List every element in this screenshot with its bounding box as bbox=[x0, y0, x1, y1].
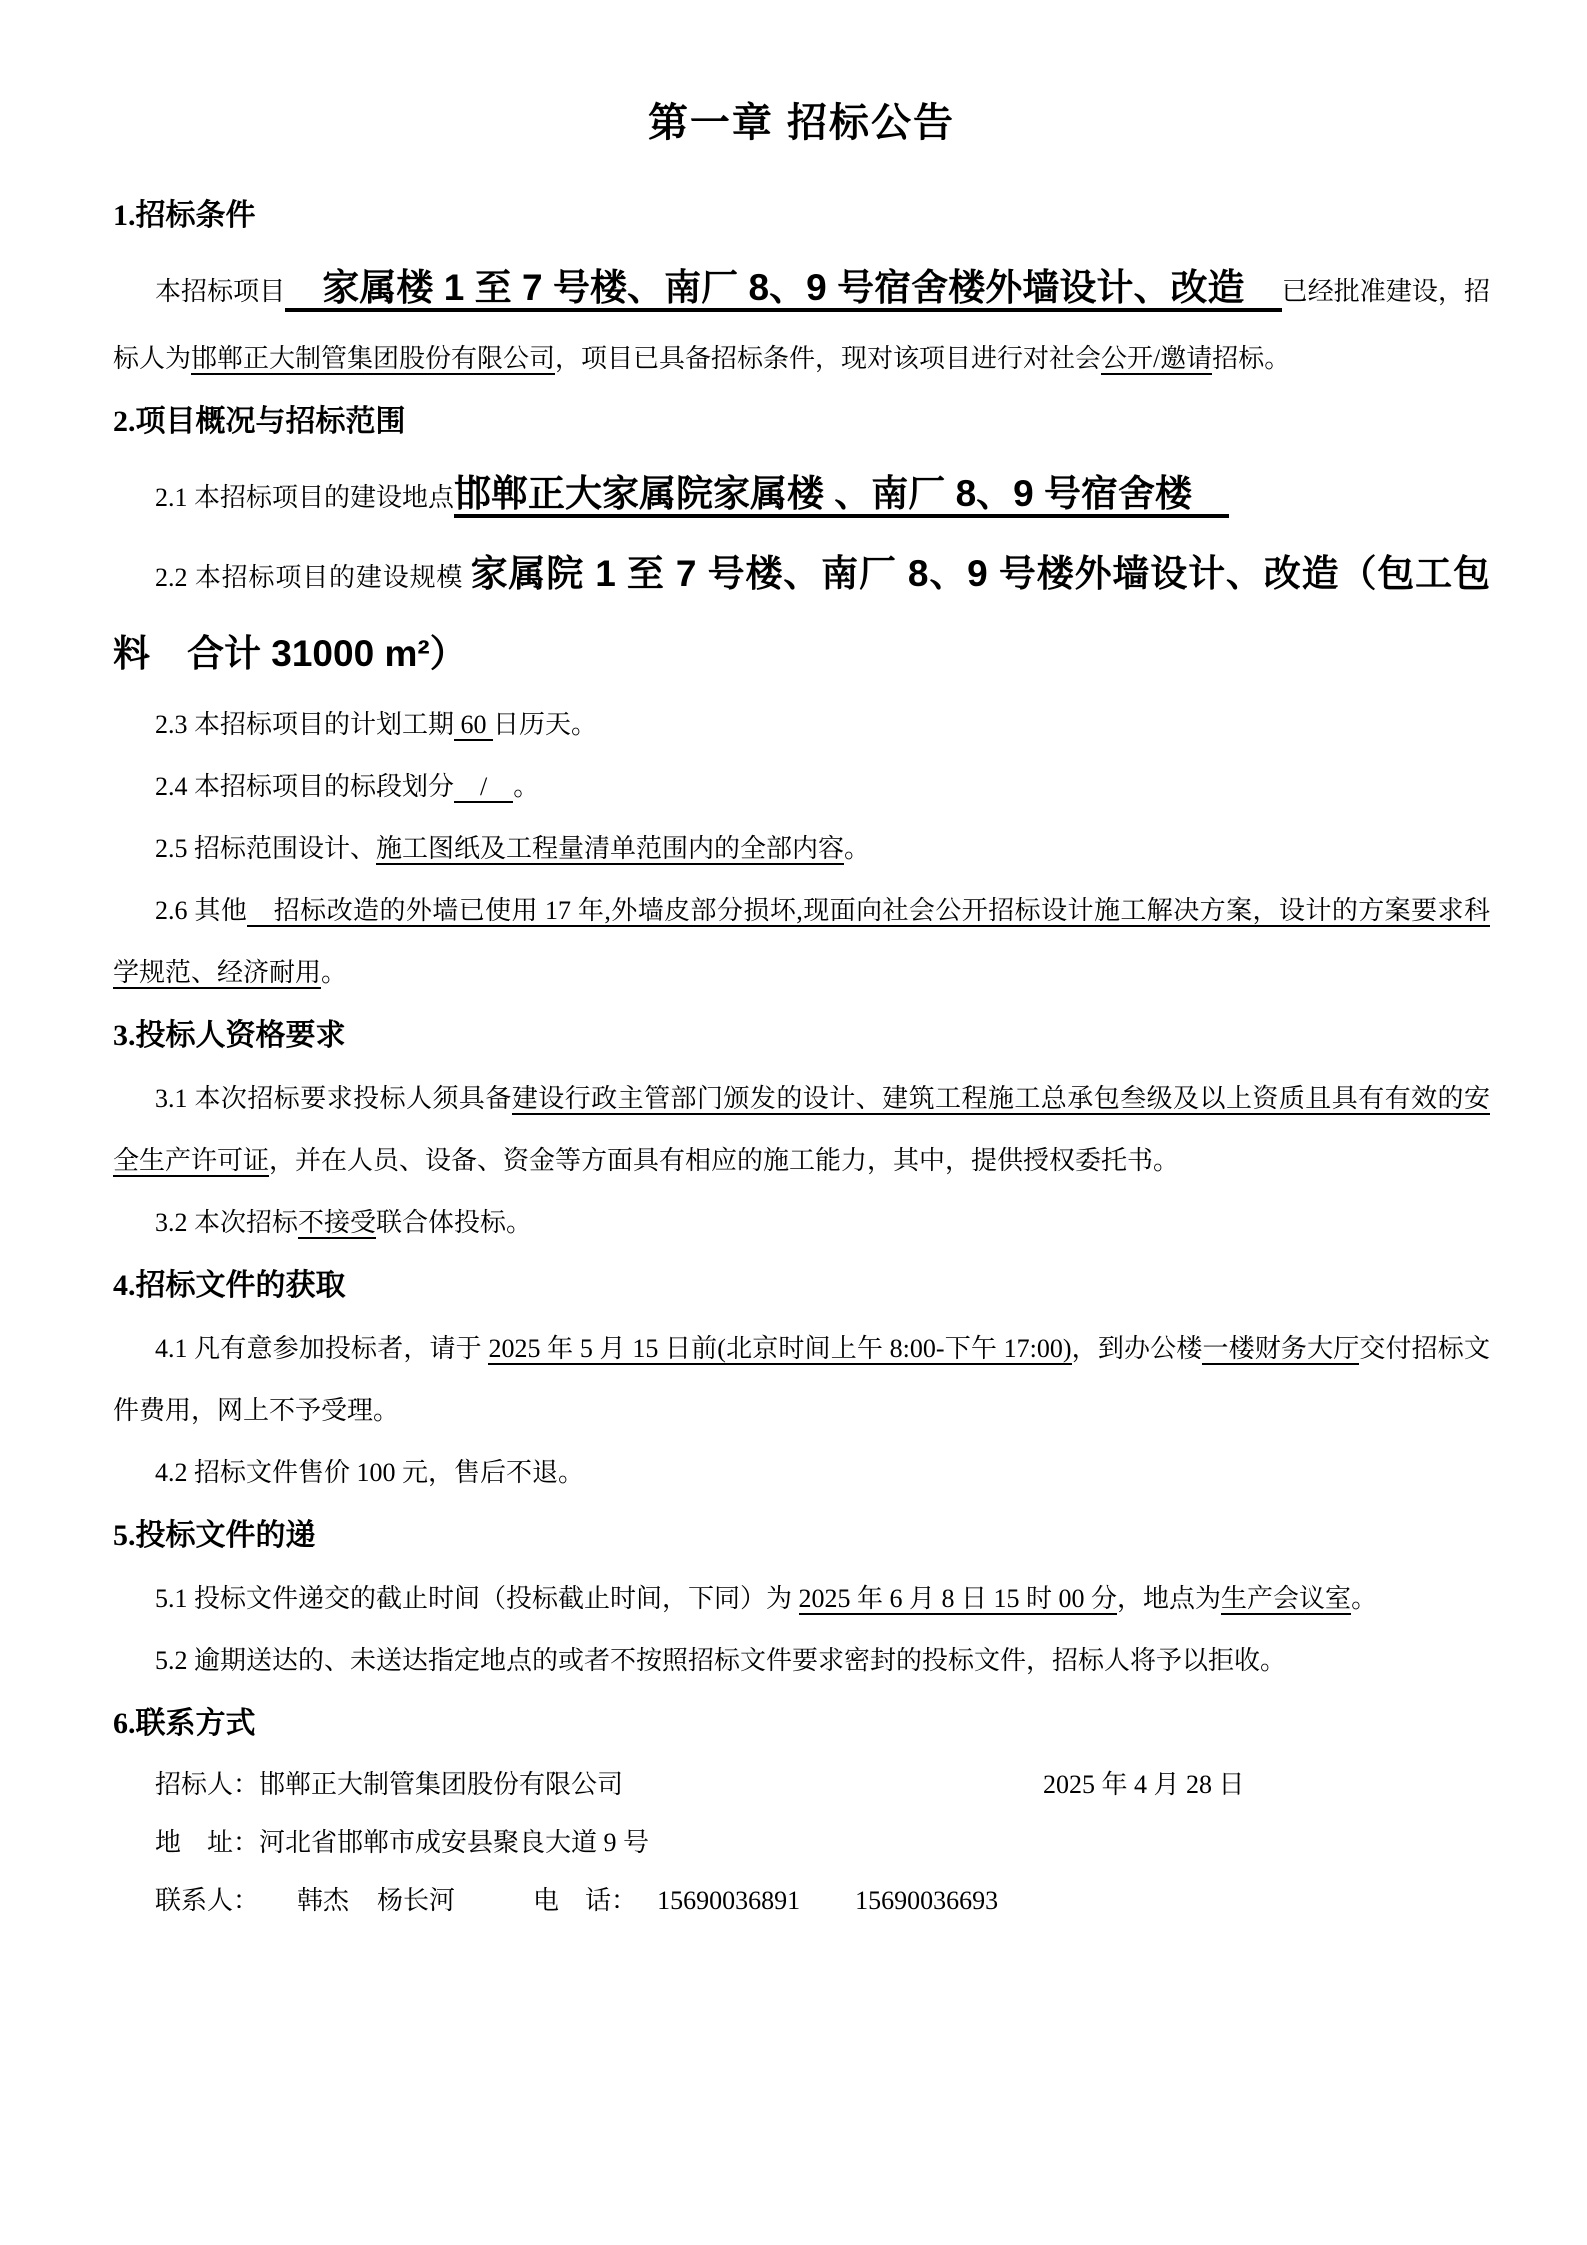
text-segment: 2.4 本招标项目的标段划分 bbox=[155, 772, 455, 801]
text-segment: 2.5 招标范围设计、 bbox=[155, 834, 377, 863]
paragraph-2-5-scope bbox=[113, 818, 1490, 880]
not-accept-underlined: 不接受 bbox=[298, 1208, 377, 1237]
text-segment: ，地点为 bbox=[1117, 1584, 1222, 1613]
paragraph-4-1-obtain bbox=[113, 1318, 1490, 1442]
paragraph-2-3-duration bbox=[113, 694, 1490, 756]
text-segment: 4.2 招标文件售价 100 元，售后不退。 bbox=[155, 1458, 585, 1487]
paragraph-tender-conditions bbox=[113, 248, 1490, 390]
text-segment: 4.1 凡有意参加投标者，请于 bbox=[155, 1334, 489, 1363]
text-segment: 。 bbox=[844, 834, 871, 863]
section-division-underlined: / bbox=[454, 772, 514, 801]
scope-underlined: 施工图纸及工程量清单范围内的全部内容 bbox=[376, 834, 845, 863]
paragraph-2-1-location bbox=[113, 454, 1490, 534]
bidder-label-and-name: 招标人：邯郸正大制管集团股份有限公司 bbox=[155, 1770, 624, 1799]
text-segment: 5.2 逾期送达的、未送达指定地点的或者不按照招标文件要求密封的投标文件，招标人将予以拒收。 bbox=[155, 1646, 1287, 1675]
paragraph-4-2-price bbox=[113, 1442, 1490, 1504]
phone-number-2: 15690036693 bbox=[855, 1886, 999, 1915]
contact-persons-line bbox=[113, 1872, 1490, 1930]
text-segment: 5.1 投标文件递交的截止时间（投标截止时间，下同）为 bbox=[155, 1584, 799, 1613]
phone-label: 电 话： bbox=[533, 1886, 638, 1915]
text-segment: ，到办公楼 bbox=[1071, 1334, 1203, 1363]
text-segment: 联合体投标。 bbox=[376, 1208, 533, 1237]
paragraph-3-2-consortium bbox=[113, 1192, 1490, 1254]
paragraph-5-2-rejection bbox=[113, 1630, 1490, 1692]
text-segment: ，项目已具备招标条件，现对该项目进行对社会 bbox=[555, 344, 1102, 373]
other-note-underlined: 招标改造的外墙已使用 17 年,外墙皮部分损坏,现面向社会公开招标设计施工解决方案，设计的方案要求科学规范、经济耐用 bbox=[113, 896, 1490, 987]
text-segment: 日历天。 bbox=[493, 710, 598, 739]
text-segment: 2.1 本招标项目的建设地点 bbox=[155, 483, 455, 512]
paragraph-5-1-submission bbox=[113, 1568, 1490, 1630]
duration-underlined: 60 bbox=[454, 710, 494, 739]
section-heading-2: 2.项目概况与招标范围 bbox=[113, 405, 406, 438]
qualification-underlined: 建设行政主管部门颁发的设计、建筑工程施工总承包叁级及以上资质且具有有效的安全生产许可证 bbox=[113, 1084, 1490, 1175]
submission-deadline-underlined: 2025 年 6 月 8 日 15 时 00 分 bbox=[798, 1584, 1118, 1613]
text-segment: 。 bbox=[513, 772, 540, 801]
section-heading-5: 5.投标文件的递 bbox=[113, 1519, 316, 1552]
text-segment: 3.2 本次招标 bbox=[155, 1208, 299, 1237]
chapter-title: 第一章 招标公告 bbox=[647, 101, 956, 145]
text-segment: 已经批准建设，招标人为 bbox=[113, 277, 1490, 373]
paragraph-2-2-scale bbox=[113, 534, 1490, 694]
location-underlined: 邯郸正大家属院家属楼 、南厂 8、9 号宿舍楼 bbox=[454, 473, 1229, 518]
address-text: 地 址：河北省邯郸市成安县聚良大道 9 号 bbox=[155, 1828, 650, 1857]
text-segment: 2.2 本招标项目的建设规模 bbox=[155, 563, 471, 592]
text-segment: 2.3 本招标项目的计划工期 bbox=[155, 710, 455, 739]
office-location-underlined: 一楼财务大厅 bbox=[1202, 1334, 1360, 1363]
paragraph-3-1-qualification bbox=[113, 1068, 1490, 1192]
paragraph-2-6-other bbox=[113, 880, 1490, 1004]
paragraph-2-4-sections bbox=[113, 756, 1490, 818]
text-segment: 招标。 bbox=[1212, 344, 1291, 373]
section-heading-1: 1.招标条件 bbox=[113, 199, 256, 232]
project-name-underlined: 家属楼 1 至 7 号楼、南厂 8、9 号宿舍楼外墙设计、改造 bbox=[285, 267, 1281, 312]
contact-address-line bbox=[113, 1814, 1490, 1872]
scale-bold-text: 家属院 1 至 7 号楼、南厂 8、9 号楼外墙设计、改造（包工包料 合计 31000 m²） bbox=[113, 553, 1490, 674]
contact-name-1: 韩杰 bbox=[297, 1886, 350, 1915]
announcement-date: 2025 年 4 月 28 日 bbox=[1043, 1770, 1245, 1799]
text-segment: 。 bbox=[1351, 1584, 1378, 1613]
section-heading-3: 3.投标人资格要求 bbox=[113, 1019, 346, 1052]
contacts-label: 联系人： bbox=[155, 1886, 260, 1915]
text-segment: 3.1 本次招标要求投标人须具备 bbox=[155, 1084, 512, 1113]
text-segment: 2.6 其他 bbox=[155, 896, 248, 925]
bidder-name-underlined: 邯郸正大制管集团股份有限公司 bbox=[191, 344, 556, 373]
contact-bidder-line bbox=[113, 1756, 1490, 1814]
text-segment: 。 bbox=[321, 958, 348, 987]
open-invite-underlined: 公开/邀请 bbox=[1101, 344, 1213, 373]
phone-number-1: 15690036891 bbox=[657, 1886, 801, 1915]
contact-name-2: 杨长河 bbox=[377, 1886, 456, 1915]
text-segment: 本招标项目 bbox=[155, 277, 286, 306]
text-segment: ，并在人员、设备、资金等方面具有相应的施工能力，其中，提供授权委托书。 bbox=[269, 1146, 1180, 1175]
text-segment: 交付招标文件费用，网上不予受理。 bbox=[113, 1334, 1490, 1425]
deadline-underlined: 2025 年 5 月 15 日前(北京时间上午 8:00-下午 17:00) bbox=[488, 1334, 1072, 1363]
section-heading-6: 6.联系方式 bbox=[113, 1707, 256, 1740]
section-heading-4: 4.招标文件的获取 bbox=[113, 1269, 346, 1302]
submission-place-underlined: 生产会议室 bbox=[1221, 1584, 1352, 1613]
